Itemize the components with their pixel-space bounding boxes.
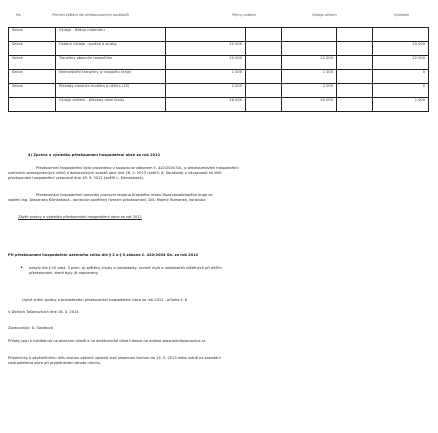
bullet-icon: •: [20, 265, 23, 271]
header-col-4: Výdaje celkem: [312, 13, 337, 17]
table-cell: Výdaje celkem - převody mezi fondy: [56, 98, 166, 112]
table-cell: [166, 28, 246, 42]
table-cell: Ostatní výdaje - správa a služby: [56, 42, 166, 56]
table-cell: 2 000: [282, 84, 337, 98]
table-cell: Sekce: [9, 28, 56, 42]
paragraph-line: přezkoumání hospodaření vykonané dne 18. 9. 2012 (ověřil L. Klimánková).: [8, 176, 145, 180]
table-cell: 1 000: [282, 70, 337, 84]
table-cell: [337, 84, 373, 98]
table-row: [9, 28, 429, 42]
table-cell: 2 000: [166, 84, 246, 98]
table-cell: [282, 42, 337, 56]
header-col-5: Výsledek: [394, 13, 410, 17]
paragraph-line: Úplné znění zprávy o provedeném přezkoumání hospodaření obce za rok 2012 - příloha č. 6: [22, 298, 188, 302]
table-cell: Transfery obecním rozpočtům: [56, 56, 166, 70]
table-cell: Sekce: [9, 42, 56, 56]
table-cell: [246, 70, 282, 84]
conclusion-link[interactable]: Závěr zprávy o výsledku přezkoumání hospodaření obce za rok 2012: [18, 215, 142, 219]
table-cell: [282, 28, 337, 42]
table-cell: 20 000: [166, 56, 246, 70]
table-header-strip: [12, 10, 422, 24]
table-cell: [373, 28, 429, 42]
section-heading: 4) Zpráva o výsledku přezkoumání hospodaření obce za rok 2012: [28, 153, 161, 157]
table-row: [9, 98, 429, 112]
table-cell: 45 000: [282, 98, 337, 112]
table-cell: [246, 28, 282, 42]
header-col-2: Přehled zjištění dle přezkoumaných podkladů: [52, 13, 129, 17]
paragraph-line: složení Ing. Alexandra Klimánková - kontrolor pověřený řízením přezkoumání, DiS. Majmír Romanek, kontrolor.: [8, 198, 207, 202]
table-cell: [337, 70, 373, 84]
table-cell: [337, 56, 373, 70]
table-cell: 0: [373, 70, 429, 84]
table-cell: 20 000: [166, 42, 246, 56]
table-cell: Sekce: [9, 56, 56, 70]
table-cell: [337, 42, 373, 56]
table-cell: 22 000: [282, 56, 337, 70]
table-row: [9, 70, 429, 84]
table-row: [9, 56, 429, 70]
table-cell: [246, 56, 282, 70]
table-cell: [246, 84, 282, 98]
table-cell: Neinvestiční transfery (z rozpočtu kraje): [56, 70, 166, 84]
place-date: V Dolních Tošanovicích dne 16. 4. 2013: [8, 310, 79, 314]
table-cell: [9, 98, 56, 112]
table-cell: 1 000: [166, 70, 246, 84]
table-cell: [337, 98, 373, 112]
bullet-line: nebyly dle § 10 odst. 3 písm. a) zjištěny chyby a nedostatky, kromě chyb a nedostatků zjištěných při dílčím: [29, 266, 222, 270]
table-cell: 20 000: [373, 42, 429, 56]
table-row: [9, 42, 429, 56]
prepared-by: Zpracoval/a: X. Sarošová: [8, 326, 53, 330]
table-row: [9, 84, 429, 98]
comments-line: zastupitelstva obce při projednávání tohoto návrhu.: [8, 361, 102, 365]
comments-line: Připomínky k závěrečnému účtu mohou občané uplatnit buď písemnou formou do 15. 5. 2013 nebo ústně na zasedání: [8, 356, 221, 360]
header-col-1: Hp: [16, 13, 21, 17]
paragraph-line: územních samosprávných celků a dobrovolných svazků obcí dne 26. 2. 2013 (ověřil: X. Sarošová) v návaznosti na dílčí: [8, 171, 222, 175]
header-col-3: Příjmy celkem: [232, 13, 256, 17]
posted-note: Přílohy jsou k nahlédnutí na obecním úřadě a na elektronické úřední desce na adrese www.dolnitosanovice.cz: [8, 339, 206, 343]
paragraph-line: Při přezkoumání hospodaření územního celku dle § 2 a § 3 zákona č. 420/2004 Sb. za rok 2012: [8, 253, 199, 257]
table-cell: 0: [373, 84, 429, 98]
table-cell: 46 000: [166, 98, 246, 112]
table-cell: Výdaje - Nákup materiálu: [56, 28, 166, 42]
table-cell: 22 000: [373, 56, 429, 70]
budget-table: [8, 27, 429, 112]
paragraph-line: Přezkoumání hospodaření provedla pracovní skupina Krajského úřadu Moravskoslezského kraje ve: [36, 193, 213, 197]
table-cell: [246, 42, 282, 56]
table-cell: [246, 98, 282, 112]
table-cell: Sekce: [9, 84, 56, 98]
table-cell: Převody vlastním fondům a účtům (25): [56, 84, 166, 98]
table-cell: Sekce: [9, 70, 56, 84]
table-cell: 1 000: [373, 98, 429, 112]
bullet-line: přezkoumání, které byly již napraveny.: [29, 271, 99, 275]
table-cell: [337, 28, 373, 42]
paragraph-line: Přezkoumání hospodaření bylo provedeno v souladu se zákonem č. 420/2004 Sb., o přezkoumávání hospodaření: [36, 166, 239, 170]
